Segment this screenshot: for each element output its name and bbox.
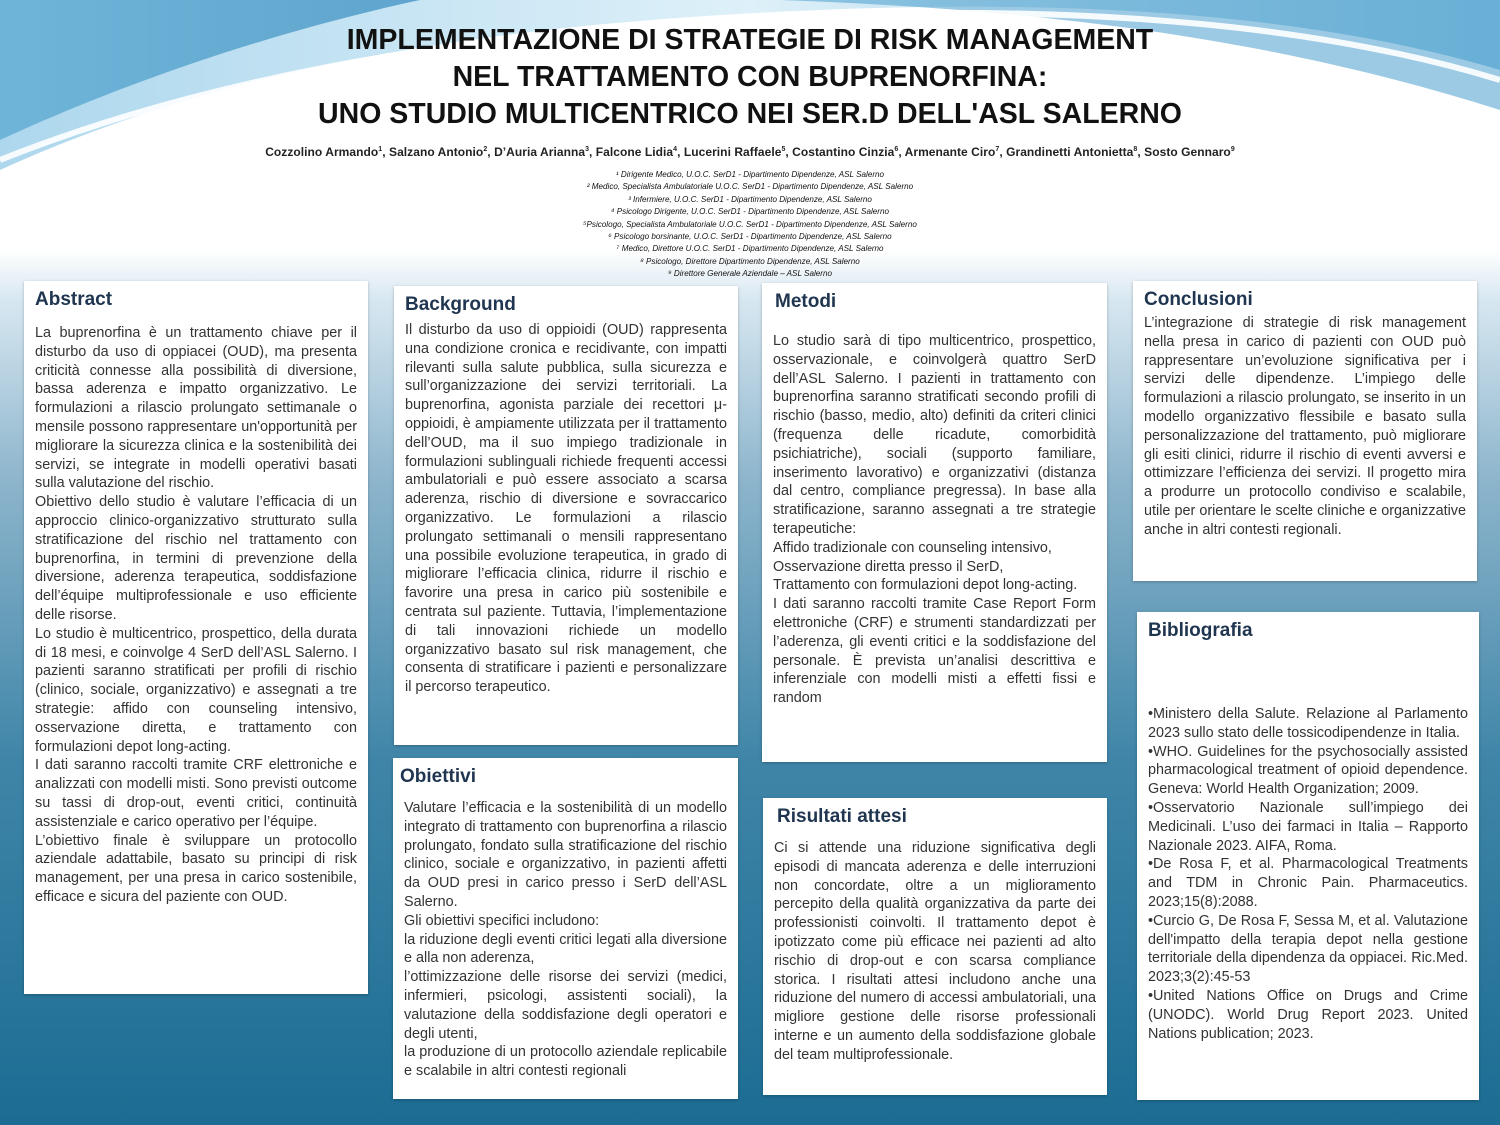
author: Falcone Lidia$^4$	[595, 145, 678, 159]
bibliografia-heading: Bibliografia	[1148, 620, 1253, 641]
affiliation: ⁸ Psicologo, Direttore Dipartimento Dipendenze, ASL Salerno	[640, 256, 860, 266]
metodi-paragraph: Trattamento con formulazioni depot long-acting.	[773, 577, 1078, 594]
reference-item: •Osservatorio Nazionale sull’impiego dei Medicinali. L’uso dei farmaci in Italia – Rapporto Nazionale 2023. AIFA, Roma.	[1148, 799, 1468, 854]
metodi-heading: Metodi	[775, 291, 837, 312]
author: Lucerini Raffaele$^5$	[683, 145, 786, 159]
poster-title	[0, 22, 1500, 133]
bibliografia-body	[1148, 705, 1468, 1043]
title-line-1: IMPLEMENTAZIONE DI STRATEGIE DI RISK MANAGEMENT	[346, 24, 1154, 56]
author: Salzano Antonio$^2$	[389, 145, 488, 159]
metodi-paragraph: Osservazione diretta presso il SerD,	[773, 558, 1004, 575]
conclusioni-panel	[1133, 281, 1477, 581]
affiliation: ⁷ Medico, Direttore U.O.C. SerD1 - Dipartimento Dipendenze, ASL Salerno	[616, 244, 884, 254]
title-line-2: NEL TRATTAMENTO CON BUPRENORFINA:	[452, 61, 1048, 93]
affiliation: ⁶ Psicologo borsinante, U.O.C. SerD1 - Dipartimento Dipendenze, ASL Salerno	[608, 232, 892, 242]
risultati-panel	[763, 798, 1107, 1095]
abstract-paragraph: Obiettivo dello studio è valutare l’efficacia di un approccio clinico-organizzativo strutturato sulla stratificazione del rischio nel trattamento con buprenorfina, in termini di prevenzione della diversione, aderenza terapeutica, soddisfazione dell’équipe multiprofessionale e uso efficiente delle risorse.	[35, 494, 357, 623]
author-list: Cozzolino Armando$^1$, Salzano Antonio$^2$, D’Auria Arianna$^3$, Falcone Lidia$^4$, Lucerini Raffaele$^5$, Costantino Cinzia$^6$, Armenante Ciro$^7$, Grandinetti Antonietta$^8$, Sosto Gennaro$^9$	[265, 145, 1235, 159]
obiettivi-paragraph: la produzione di un protocollo aziendale replicabile e scalabile in altri contesti regionali	[404, 1044, 727, 1080]
obiettivi-body	[404, 799, 727, 1081]
metodi-paragraph: Lo studio sarà di tipo multicentrico, prospettico, osservazionale, e coinvolgerà quattro SerD dell’ASL Salerno. I pazienti in trattamento con buprenorfina saranno stratificati secondo profili di rischio (basso, medio, alto) definiti da criteri clinici (frequenza delle ricadute, comorbidità psichiatriche), sociali (supporto familiare, inserimento lavorativo) e organizzativi (distanza dal centro, compliance pregressa). In base alla stratificazione, saranno assegnati a tre strategie terapeutiche:	[773, 333, 1096, 537]
affiliation-list	[0, 169, 1500, 281]
obiettivi-paragraph: l’ottimizzazione delle risorse dei servizi (medici, infermieri, psicologi, assistenti sociali), la valutazione della soddisfazione degli operatori e degli utenti,	[404, 969, 727, 1042]
reference-item: •United Nations Office on Drugs and Crime (UNODC). World Drug Report 2023. United Nations publication; 2023.	[1148, 987, 1468, 1042]
affiliation: ⁴ Psicologo Dirigente, U.O.C. SerD1 - Dipartimento Dipendenze, ASL Salerno	[611, 207, 889, 217]
conclusioni-paragraph: L’integrazione di strategie di risk management nella presa in carico di pazienti con OUD può rappresentare un’evoluzione significativa per i servizi delle dipendenze. L’impiego delle formulazioni a rilascio prolungato, se inserito in un modello organizzativo flessibile e basato sulla personalizzazione del trattamento, può migliorare gli esiti clinici, ridurre il rischio di eventi avversi e ottimizzare l’efficienza dei servizi. Il progetto mira a produrre un protocollo condiviso e scalabile, utile per orientare le scelte cliniche e organizzative anche in altri contesti regionali.	[1144, 315, 1466, 538]
metodi-panel	[762, 283, 1107, 762]
reference-item: •Ministero della Salute. Relazione al Parlamento 2023 sullo stato delle tossicodipendenze in Italia.	[1148, 706, 1468, 741]
reference-item: •WHO. Guidelines for the psychosocially assisted pharmacological treatment of opioid dependence. Geneva: World Health Organization; 2009.	[1148, 743, 1468, 798]
obiettivi-panel	[393, 758, 738, 1099]
risultati-paragraph: Ci si attende una riduzione significativa degli episodi di mancata aderenza e delle interruzioni non concordate, oltre a un miglioramento percepito della qualità organizzativa da parte dei professionisti coinvolti. Il trattamento depot è ipotizzato come più efficace nei pazienti ad alto rischio di drop-out e con scarsa compliance storica. I risultati attesi includono anche una riduzione del numero di accessi ambulatoriali, una migliore gestione delle risorse professionali interne e un aumento della soddisfazione globale del team multiprofessionale.	[774, 840, 1096, 1063]
risultati-body	[774, 839, 1096, 1065]
background-panel	[394, 286, 738, 745]
metodi-paragraph: Affido tradizionale con counseling intensivo,	[773, 539, 1052, 556]
background-paragraph: Il disturbo da uso di oppioidi (OUD) rappresenta una condizione cronica e recidivante, con impatti rilevanti sulla salute pubblica, sulla sicurezza e sull’organizzazione dei servizi territoriali. La buprenorfina, agonista parziale dei recettori μ-oppioidi, è ampiamente utilizzata per il trattamento dell’OUD, ma il suo impiego tradizionale in formulazioni sublinguali richiede frequenti accessi ambulatoriali e può essere associato a scarsa aderenza, rischio di diversione e sovraccarico organizzativo. Le formulazioni a rilascio prolungato settimanali o mensili rappresentano una possibile evoluzione terapeutica, in grado di migliorare l’efficacia clinica, ridurre il rischio e favorire una presa in carico più sostenibile e centrata sul paziente. Tuttavia, l’implementazione di tali innovazioni richiede un modello organizzativo basato sul risk management, che consenta di stratificare i pazienti e personalizzare il percorso terapeutico.	[405, 322, 727, 696]
conclusioni-heading: Conclusioni	[1144, 289, 1253, 310]
obiettivi-paragraph: Valutare l’efficacia e la sostenibilità di un modello integrato di trattamento con buprenorfina a rilascio prolungato, fondato sulla stratificazione del rischio clinico, sociale e organizzativo, in pazienti affetti da OUD presi in carico presso i SerD dell’ASL Salerno.	[404, 800, 727, 910]
obiettivi-heading: Obiettivi	[400, 766, 477, 787]
abstract-body	[35, 324, 357, 907]
author: Cozzolino Armando$^1$	[265, 145, 383, 159]
affiliation: ² Medico, Specialista Ambulatoriale U.O.C. SerD1 - Dipartimento Dipendenze, ASL Salerno	[586, 182, 914, 192]
bibliografia-panel	[1137, 612, 1479, 1100]
metodi-paragraph: I dati saranno raccolti tramite Case Report Form elettroniche (CRF) e strumenti standardizzati per l’aderenza, gli eventi critici e la soddisfazione del personale. È prevista un’analisi descrittiva e inferenziale con modelli misti a effetti fissi e random	[773, 596, 1096, 707]
obiettivi-paragraph: la riduzione degli eventi critici legati alla diversione e alla non aderenza,	[404, 931, 727, 967]
author: Sosto Gennaro$^9$	[1144, 145, 1235, 159]
background-body	[405, 321, 727, 697]
affiliation: ⁵Psicologo, Specialista Ambulatoriale U.O.C. SerD1 - Dipartimento Dipendenze, ASL Salerno	[583, 219, 917, 229]
background-heading: Background	[405, 294, 516, 315]
author: Armenante Ciro$^7$	[904, 145, 1000, 159]
obiettivi-paragraph: Gli obiettivi specifici includono:	[404, 912, 600, 929]
abstract-panel	[24, 281, 368, 994]
author: Costantino Cinzia$^6$	[792, 145, 899, 159]
affiliation: ³ Infermiere, U.O.C. SerD1 - Dipartimento Dipendenze, ASL Salerno	[628, 194, 872, 204]
abstract-paragraph: L’obiettivo finale è sviluppare un protocollo aziendale adattabile, basato su principi di risk management, per una presa in carico sostenibile, efficace e sicura del paziente con OUD.	[35, 832, 357, 905]
metodi-body	[773, 332, 1096, 708]
reference-item: •Curcio G, De Rosa F, Sessa M, et al. Valutazione dell'impatto della terapia depot nella gestione territoriale della dipendenza da oppiacei. Ric.Med. 2023;3(2):45-53	[1148, 912, 1468, 986]
abstract-heading: Abstract	[35, 289, 113, 310]
author: Grandinetti Antonietta$^8$	[1006, 145, 1138, 159]
author: D’Auria Arianna$^3$	[494, 145, 590, 159]
abstract-paragraph: La buprenorfina è un trattamento chiave per il disturbo da uso di oppiacei (OUD), ma presenta criticità connesse alla possibilità di diversione, bassa aderenza e impatto organizzativo. Le formulazioni a rilascio prolungato settimanale o mensile possono rappresentare un'opportunità per migliorare la sicurezza clinica e la sostenibilità dei servizi, se integrate in modelli operativi basati sulla valutazione del rischio.	[35, 325, 357, 492]
risultati-heading: Risultati attesi	[777, 806, 907, 827]
conclusioni-body	[1144, 314, 1466, 540]
abstract-paragraph: Lo studio è multicentrico, prospettico, della durata di 18 mesi, e coinvolge 4 SerD dell’ASL Salerno. I pazienti saranno stratificati per profili di rischio (clinico, sociale, organizzativo) e assegnati a tre strategie: affido con counseling intensivo, osservazione diretta, e trattamento con formulazioni depot long-acting.	[35, 625, 357, 755]
affiliation: ¹ Dirigente Medico, U.O.C. SerD1 - Dipartimento Dipendenze, ASL Salerno	[615, 170, 885, 179]
affiliation: ⁹ Direttore Generale Aziendale – ASL Salerno	[668, 269, 832, 279]
poster-header	[0, 22, 1500, 281]
abstract-paragraph: I dati saranno raccolti tramite CRF elettroniche e analizzati con modelli misti. Sono previsti outcome su tassi di drop-out, eventi critici, continuità assistenziale e carico operativo per l’équipe.	[35, 757, 357, 830]
reference-item: •De Rosa F, et al. Pharmacological Treatments and TDM in Chronic Pain. Pharmaceutics. 2023;15(8):2088.	[1148, 856, 1468, 910]
title-line-3: UNO STUDIO MULTICENTRICO NEI SER.D DELL'ASL SALERNO	[318, 98, 1182, 130]
